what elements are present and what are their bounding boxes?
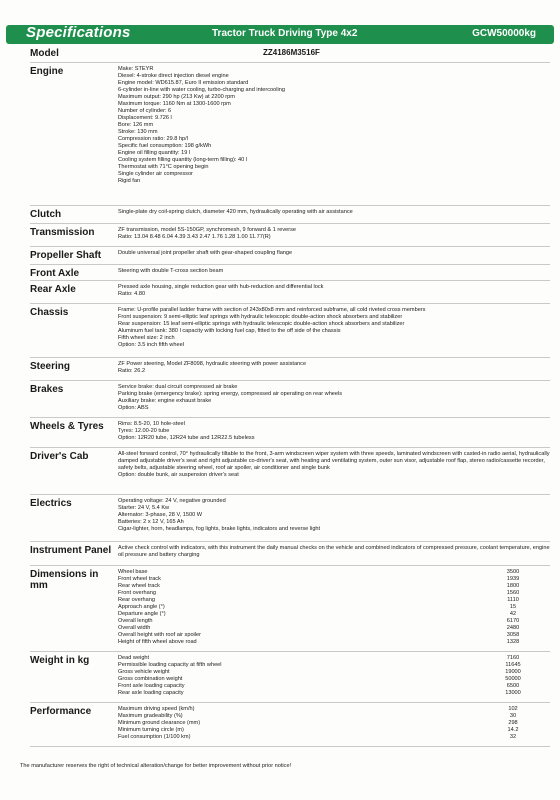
spec-line: Steering with double T-cross section beam [118, 268, 224, 274]
spec-item [118, 713, 528, 720]
spec-item-value: 14.2 [507, 727, 519, 733]
spec-value [118, 542, 550, 565]
spec-line: Diesel: 4-stroke direct injection diesel engine [118, 73, 229, 79]
spec-item-value: 1560 [506, 590, 520, 596]
spec-item [118, 655, 528, 662]
spec-item [118, 720, 528, 727]
spec-line: Ratio: 13.04 8.48 6.04 4.39 3.43 2.47 1.76 1.28 1.00 11.77(R) [118, 234, 271, 240]
gcw-code: GCW50000kg [472, 28, 536, 39]
spec-table [30, 45, 550, 747]
spec-item-name: Maximum gradeability (%) [118, 713, 183, 719]
spec-label: Instrument Panel [30, 545, 112, 556]
spec-item-value: 3500 [506, 569, 520, 575]
spec-value [118, 63, 550, 205]
spec-line: Compression ratio: 29.8 hp/l [118, 136, 188, 142]
spec-line: Thermostat with 71°C opening begin [118, 164, 209, 170]
spec-item [118, 604, 528, 611]
spec-line: Option: double bunk, air suspension driver's seat [118, 472, 239, 478]
spec-line: Ratio: 26.2 [118, 368, 146, 374]
spec-item-name: Rear axle loading capacity [118, 690, 184, 696]
spec-line: Active check control with indicators, with this instrument the daily manual checks on the vehicle and combined indicators of compressed pressure, coolant temperature, engine oil pressure and battery charging [118, 545, 550, 558]
spec-line: Option: 12R20 tube, 12R24 tube and 12R22.5 tubeless [118, 435, 255, 441]
spec-label: Chassis [30, 307, 69, 318]
spec-item-name: Overall height with roof air spoiler [118, 632, 202, 638]
spec-item-name: Front wheel track [118, 576, 161, 582]
spec-row-brakes [30, 381, 550, 418]
spec-item-name: Permissible loading capacity at fifth wheel [118, 662, 222, 668]
spec-item-value: 13000 [505, 690, 521, 696]
spec-value [118, 304, 550, 357]
spec-value [118, 247, 550, 264]
spec-line: Displacement: 9.726 l [118, 115, 172, 121]
spec-item-value: 1800 [506, 583, 520, 589]
spec-label: Engine [30, 66, 64, 77]
page-subtitle: Tractor Truck Driving Type 4x2 [212, 28, 358, 39]
spec-item-value: 11645 [505, 662, 521, 668]
spec-line: Cooling system filling quantity (long-term filling): 40 l [118, 157, 248, 163]
spec-item-value: 1328 [506, 639, 520, 645]
spec-value [118, 418, 550, 447]
spec-line: Tyres: 12.00-20 tube [118, 428, 170, 434]
spec-value [118, 495, 550, 541]
spec-value [118, 358, 550, 380]
spec-line: Auxiliary brake: engine exhaust brake [118, 398, 212, 404]
spec-row-performance [30, 703, 550, 747]
spec-label: Propeller Shaft [30, 250, 102, 261]
spec-item-value: 2480 [506, 625, 520, 631]
spec-item-value: 15 [509, 604, 517, 610]
spec-line: Stroke: 130 mm [118, 129, 158, 135]
spec-item-name: Overall width [118, 625, 151, 631]
spec-item [118, 583, 528, 590]
spec-row-transmission [30, 224, 550, 247]
spec-line: Number of cylinder: 6 [118, 108, 172, 114]
spec-label: Clutch [30, 209, 62, 220]
spec-value [118, 206, 550, 223]
spec-item-name: Height of fifth wheel above road [118, 639, 197, 645]
spec-item [118, 590, 528, 597]
spec-label: Driver's Cab [30, 451, 89, 462]
spec-item-name: Rear wheel track [118, 583, 160, 589]
spec-value [118, 652, 550, 702]
spec-line: Rigid fan [118, 178, 141, 184]
spec-item [118, 676, 528, 683]
spec-line: 6-cylinder in-line with water cooling, turbo-charging and intercooling [118, 87, 285, 93]
spec-row-rear-axle [30, 281, 550, 304]
spec-line: Service brake: dual circuit compressed air brake [118, 384, 238, 390]
spec-item-name: Departure angle (°) [118, 611, 166, 617]
spec-item-name: Gross combination weight [118, 676, 183, 682]
spec-value [118, 224, 550, 246]
spec-item-name: Overall length [118, 618, 153, 624]
spec-line: Engine oil filling quantity: 19 l [118, 150, 191, 156]
spec-line: Batteries: 2 x 12 V, 165 Ah [118, 519, 184, 525]
spec-value [118, 381, 550, 417]
spec-item [118, 669, 528, 676]
spec-line: Alternator: 3-phase, 28 V, 1500 W [118, 512, 203, 518]
spec-label: Brakes [30, 384, 64, 395]
spec-line: Option: ABS [118, 405, 149, 411]
spec-label: Electrics [30, 498, 72, 509]
spec-label: Steering [30, 361, 71, 372]
spec-item-value: 102 [508, 706, 518, 712]
header-bar [6, 25, 554, 44]
spec-item-value: 30 [509, 713, 517, 719]
spec-value [118, 566, 550, 651]
spec-item [118, 597, 528, 604]
spec-line: Pressed axle housing, single reduction gear with hub-reduction and differential lock [118, 284, 324, 290]
spec-item-value: 32 [509, 734, 517, 740]
spec-item-name: Minimum ground clearance (mm) [118, 720, 201, 726]
spec-line: Maximum output: 290 hp (213 Kw) at 2200 rpm [118, 94, 235, 100]
spec-value [118, 281, 550, 303]
spec-item [118, 690, 528, 697]
spec-line: Operating voltage: 24 V, negative grounded [118, 498, 226, 504]
spec-item [118, 734, 528, 741]
spec-line: Frame: U-profile parallel ladder frame with section of 243x80x8 mm and reinforced subframe, all cold riveted cross members [118, 307, 426, 313]
spec-line: ZF transmission, model 5S-150GP, synchromesh, 9 forward & 1 reverse [118, 227, 297, 233]
spec-line: Cigar-lighter, horn, headlamps, fog lights, brake lights, indicators and reverse light [118, 526, 321, 532]
model-value: ZZ4186M3516F [263, 48, 320, 57]
spec-line: Parking brake (emergency brake): spring energy, compressed air operating on rear wheels [118, 391, 343, 397]
spec-label: Rear Axle [30, 284, 76, 295]
spec-line: ZF Power steering, Model ZF8098, hydraulic steering with power assistance [118, 361, 307, 367]
spec-label: Model [30, 48, 59, 59]
spec-item-name: Front overhang [118, 590, 156, 596]
spec-item [118, 662, 528, 669]
spec-item-value: 6500 [506, 683, 520, 689]
spec-item-value: 3058 [506, 632, 520, 638]
spec-line: Single-plate dry coil-spring clutch, diameter 420 mm, hydraulically operating with air assistance [118, 209, 353, 215]
spec-item-value: 19000 [505, 669, 521, 675]
spec-item-name: Maximum driving speed (km/h) [118, 706, 195, 712]
spec-label: Dimensions in mm [30, 569, 99, 591]
spec-line: Double universal joint propeller shaft with gear-shaped coupling flange [118, 250, 293, 256]
spec-value [118, 448, 550, 494]
spec-row-weight [30, 652, 550, 703]
spec-row-dimensions [30, 566, 550, 652]
spec-row-engine [30, 63, 550, 206]
spec-item [118, 569, 528, 576]
spec-row-chassis [30, 304, 550, 358]
spec-item [118, 611, 528, 618]
spec-item-name: Dead weight [118, 655, 150, 661]
spec-label: Transmission [30, 227, 95, 238]
spec-item [118, 683, 528, 690]
spec-item-name: Wheel base [118, 569, 148, 575]
spec-item-name: Minimum turning circle (m) [118, 727, 184, 733]
spec-item-value: 50000 [505, 676, 521, 682]
spec-line: Maximum torque: 1160 Nm at 1300-1600 rpm [118, 101, 231, 107]
spec-line: Front suspension: 9 semi-elliptic leaf springs with hydraulic telescopic double-action shock absorbers and stabilizer [118, 314, 403, 320]
page-title: Specifications [26, 24, 131, 41]
spec-line: Fifth wheel size: 2 inch [118, 335, 175, 341]
spec-item [118, 706, 528, 713]
spec-item-value: 42 [509, 611, 517, 617]
spec-line: Starter: 24 V, 5.4 Kw [118, 505, 170, 511]
spec-row-front-axle [30, 265, 550, 281]
spec-line: Engine model: WD615.87, Euro II emission standard [118, 80, 249, 86]
spec-item-value: 1110 [507, 597, 519, 603]
spec-item-value: 298 [508, 720, 518, 726]
spec-value [118, 703, 550, 746]
spec-item-name: Front axle loading capacity [118, 683, 185, 689]
spec-item [118, 576, 528, 583]
spec-line: All-steel forward control, 70° hydraulically tiltable to the front, 3-arm windscreen wiper system with three speeds, laminated windscreen with casted-in radio aerial, hydraulically damped adjustable driver's seat and right adjustable co-driver's seat, with heating and ventilating system, outer sun visor, adjustable roof flap, stereo radio/cassette recorder, safety belts, adjustable steering wheel, roof air spoiler, air conditioner and single bunk [118, 451, 550, 471]
spec-row-electrics [30, 495, 550, 542]
spec-line: Aluminum fuel tank: 380 l capacity with locking fuel cap, fitted to the off side of the chassis [118, 328, 341, 334]
spec-row-drivers-cab [30, 448, 550, 495]
spec-row-model [30, 45, 550, 63]
spec-row-instrument-panel [30, 542, 550, 566]
spec-label: Wheels & Tyres [30, 421, 104, 432]
spec-item [118, 639, 528, 646]
spec-row-clutch [30, 206, 550, 224]
spec-item-value: 1939 [506, 576, 520, 582]
spec-item-name: Approach angle (°) [118, 604, 165, 610]
spec-line: Bore: 126 mm [118, 122, 154, 128]
spec-item-name: Gross vehicle weight [118, 669, 170, 675]
spec-label: Performance [30, 706, 92, 717]
spec-row-steering [30, 358, 550, 381]
spec-row-wheels-tyres [30, 418, 550, 448]
spec-item [118, 625, 528, 632]
disclaimer-note: The manufacturer reserves the right of technical alteration/change for better improvement without prior notice! [20, 763, 292, 769]
spec-line: Make: STEYR [118, 66, 154, 72]
spec-label: Weight in kg [30, 655, 90, 666]
spec-item [118, 727, 528, 734]
spec-line: Rims: 8.5-20, 10 hole-steel [118, 421, 185, 427]
spec-item-name: Fuel consumption (1/100 km) [118, 734, 191, 740]
spec-line: Specific fuel consumption: 198 g/kWh [118, 143, 212, 149]
spec-line: Single cylinder air compressor [118, 171, 193, 177]
spec-row-propeller-shaft [30, 247, 550, 265]
spec-value [118, 265, 550, 280]
spec-item [118, 632, 528, 639]
spec-item-name: Rear overhang [118, 597, 156, 603]
spec-line: Rear suspension: 15 leaf semi-elliptic springs with hydraulic telescopic double-action shock absorbers and stabilizer [118, 321, 405, 327]
spec-item-value: 7160 [506, 655, 520, 661]
spec-label: Front Axle [30, 268, 80, 279]
spec-item-value: 6170 [506, 618, 520, 624]
spec-line: Ratio: 4.80 [118, 291, 146, 297]
spec-line: Option: 3.5 inch fifth wheel [118, 342, 184, 348]
spec-item [118, 618, 528, 625]
